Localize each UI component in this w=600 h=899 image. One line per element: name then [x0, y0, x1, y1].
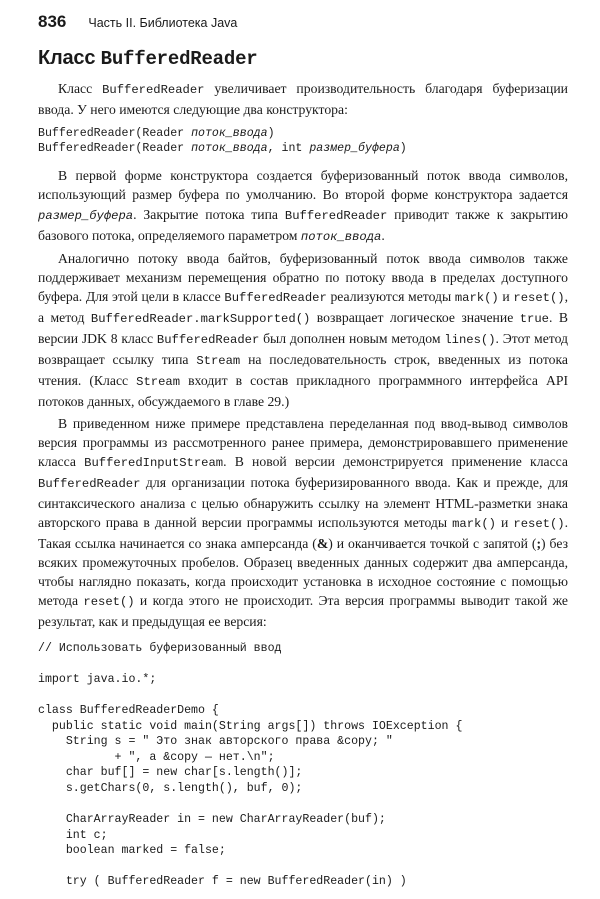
code-inline: BufferedReader.markSupported() [90, 312, 311, 327]
text: ) и оканчивается точкой с запятой ( [328, 536, 537, 552]
text: . В новой версии демонстрируется применение класса [223, 453, 568, 469]
code-param: поток_ввода [191, 127, 268, 141]
section-title [38, 47, 568, 70]
text: Аналогично потоку ввода байтов, буферизованный поток ввода символов также поддерживает механизм перемещения обратно по потоку ввода в пределах доступного буфера. Для этой цели в классе [38, 250, 568, 304]
code-param: поток_ввода [191, 141, 268, 155]
code-line: int c; [38, 828, 108, 842]
code-line: boolean marked = false; [38, 844, 226, 858]
code-inline: BufferedReader [284, 208, 388, 223]
semicolon-symbol: ; [536, 536, 542, 552]
code-inline: lines() [444, 333, 496, 348]
text: . [381, 227, 385, 243]
paragraph-example-description [38, 414, 568, 632]
running-head: Часть II. Библиотека Java [88, 16, 238, 30]
text: реализуются методы [326, 288, 455, 304]
text: , а метод [38, 288, 568, 326]
code-line: + ", а &copy — нет.\n"; [38, 750, 275, 764]
code-inline: Stream [136, 375, 181, 390]
code-inline: true [519, 312, 549, 327]
text: В первой форме конструктора создается буферизованный поток ввода символов, использующий размер буфера по умолчанию. Во второй форме конструктора задается [38, 168, 568, 203]
code-text: BufferedReader(Reader [38, 141, 192, 155]
code-inline: mark() [452, 516, 496, 531]
code-line: try ( BufferedReader f = new BufferedReader(in) ) [38, 875, 407, 889]
text: возвращает логическое значение [310, 310, 520, 326]
paragraph-constructor-forms [38, 166, 568, 246]
text: на последовательность строк, введенных из потока чтения. (Класс [38, 352, 568, 389]
ampersand-symbol: & [316, 536, 329, 552]
code-inline: BufferedReader [38, 476, 141, 491]
paragraph-intro [38, 79, 568, 119]
code-inline: reset() [83, 595, 135, 610]
text: входит в состав прикладного программного интерфейса API потоков данных, обсуждаемого в главе 29.) [38, 373, 568, 410]
text: был дополнен новым методом [259, 331, 445, 347]
code-line: CharArrayReader in = new CharArrayReader(buf); [38, 813, 386, 827]
text: . В версии JDK 8 класс [38, 310, 568, 347]
code-inline: BufferedReader [224, 290, 327, 305]
code-line: import java.io.*; [38, 672, 157, 686]
code-line: String s = " Это знак авторского права &copy; " [38, 735, 393, 749]
text: приводит также к закрытию базового потока, определяемого параметром [38, 206, 568, 243]
text: Класс [58, 81, 103, 96]
section-title-code: BufferedReader [100, 48, 258, 70]
code-text: , int [267, 141, 310, 155]
code-inline: reset() [513, 516, 565, 531]
code-param: размер_буфера [38, 208, 134, 223]
code-text: BufferedReader(Reader [38, 127, 192, 141]
code-param: размер_буфера [309, 141, 400, 155]
code-inline: BufferedInputStream [84, 455, 224, 470]
code-text: ) [267, 127, 275, 141]
text: . Закрытие потока типа [133, 206, 285, 222]
code-inline: Stream [196, 354, 241, 369]
code-inline: mark() [454, 290, 499, 305]
code-line: class BufferedReaderDemo { [38, 703, 219, 717]
text: для организации потока буферизированного ввода. Как и прежде, для синтаксического анализа с целью обнаружить ссылку на элемент HTML-разметки знака авторского права в данной версии программы используются методы [38, 474, 568, 530]
code-line: public static void main(String args[]) throws IOException { [38, 719, 463, 733]
code-inline: reset() [513, 290, 565, 305]
code-param: поток_ввода [300, 229, 382, 244]
page-number: 836 [38, 12, 67, 31]
text: . Такая ссылка начинается со знака амперсанда ( [38, 514, 568, 552]
text: и когда этого не происходит. Эта версия программы выводит такой же результат, как и предыдущая ее версия: [38, 593, 568, 630]
code-comment: // Использовать буферизованный ввод [38, 641, 282, 655]
code-listing [38, 641, 568, 891]
constructor-signatures [38, 127, 568, 156]
book-page [38, 12, 568, 899]
text: и [498, 288, 514, 304]
text: . Этот метод возвращает ссылку типа [38, 331, 569, 368]
section-title-prefix: Класс [38, 47, 96, 69]
code-line: s.getChars(0, s.length(), buf, 0); [38, 781, 303, 795]
text: и [495, 514, 514, 530]
code-inline: BufferedReader [156, 333, 260, 348]
code-inline: BufferedReader [102, 83, 205, 97]
code-line: char buf[] = new char[s.length()]; [38, 766, 303, 780]
text: ) без всяких промежуточных пробелов. Образец введенных данных содержит два амперсанда, чтобы наглядно показать, когда происходит установка в исходное состояние с помощью метода [38, 536, 568, 609]
paragraph-mark-reset [38, 249, 568, 412]
code-text: ) [399, 141, 407, 155]
text: В приведенном ниже примере представлена переделанная под ввод-вывод символов версия программы из рассмотренного ранее примера, демонстрировавшего применение класса [38, 415, 568, 469]
text: увеличивает производительность благодаря буферизации ввода. У него имеются следующие два конструктора: [38, 81, 568, 118]
page-header [38, 12, 568, 36]
